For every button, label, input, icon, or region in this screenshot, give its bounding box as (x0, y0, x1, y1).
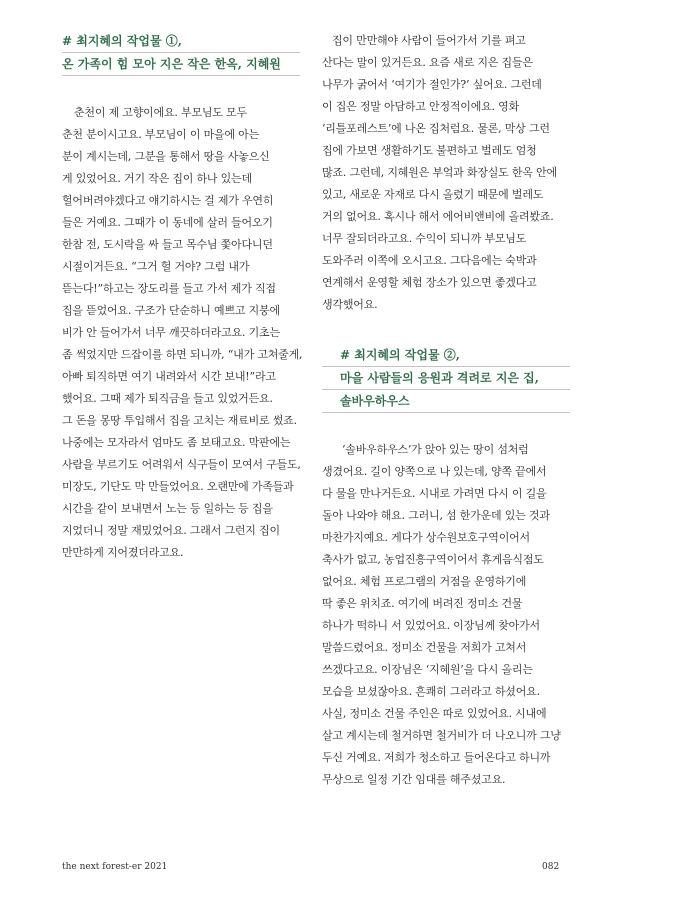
text-line: 분이 계시는데, 그분을 통해서 땅을 사놓으신 (62, 150, 270, 163)
text-line: 많죠. 그런데, 지혜원은 부엌과 화장실도 한옥 안에 (322, 166, 557, 179)
text-line: 산다는 말이 있거든요. 요즘 새로 지은 집들은 (322, 56, 533, 69)
text-line: 시절이거든요. “그거 헐 거야? 그럼 내가 (62, 260, 250, 273)
text-line: 말씀드렸어요. 정미소 건물을 저희가 고쳐서 (322, 641, 527, 654)
text-line: 그 돈을 몽땅 투입해서 집을 고치는 재료비로 썼죠. (62, 414, 297, 427)
text-line: 뜯는다!”하고는 장도리를 들고 가서 제가 직접 (62, 282, 276, 295)
footer-publication: the next forest-er 2021 (62, 862, 168, 872)
text-line: 했어요. 그때 제가 퇴직금을 들고 있었거든요. (62, 392, 273, 405)
page-number: 082 (542, 862, 560, 872)
text-line: 비가 안 들어가서 너무 깨끗하더라고요. 기초는 (62, 326, 280, 339)
text-line: 모습을 보셨잖아요. 흔쾌히 그러라고 하셨어요. (322, 685, 540, 698)
text-line: 무상으로 일정 기간 임대를 해주셨고요. (322, 773, 506, 786)
heading-line: # 최지혜의 작업물 ①, (62, 30, 300, 53)
text-line: ‘리틀포레스트’에 나온 집처럼요. 물론, 막상 그런 (322, 122, 550, 135)
text-line: 생각했어요. (322, 298, 378, 311)
section-heading-2 (322, 344, 570, 413)
text-line: 아빠 퇴직하면 여기 내려와서 시간 보내!”라고 (62, 370, 276, 383)
text-line: 나중에는 모자라서 엄마도 좀 보태고요. 막판에는 (62, 436, 291, 449)
text-line: 사실, 정미소 건물 주인은 따로 있었어요. 시내에 (322, 707, 547, 720)
body-paragraph-right-1 (322, 30, 570, 316)
text-line: 춘천이 제 고향이에요. 부모님도 모두 (74, 106, 247, 119)
text-line: 없어요. 체험 프로그램의 거점을 운영하기에 (322, 575, 527, 588)
left-column (62, 30, 303, 564)
text-line: 연계해서 운영할 체험 장소가 있으면 좋겠다고 (322, 276, 537, 289)
text-line: 좀 썩었지만 드잡이를 하면 되니까, “내가 고쳐줄게, (62, 348, 303, 361)
text-line: 집이 만만해야 사람이 들어가서 기를 펴고 (332, 34, 526, 47)
text-line: 집에 가보면 생활하기도 불편하고 벌레도 엄청 (322, 144, 537, 157)
text-line: 돌아 나와야 해요. 그러니, 섬 한가운데 있는 것과 (322, 509, 550, 522)
text-line: 한참 전, 도시락을 싸 들고 목수님 쫓아다니던 (62, 238, 273, 251)
heading-line: 마을 사람들의 응원과 격려로 지은 집, (322, 367, 570, 390)
heading-line: # 최지혜의 작업물 ②, (322, 344, 570, 367)
text-line: 마찬가지예요. 게다가 상수원보호구역이어서 (322, 531, 530, 544)
body-paragraph-right-2 (322, 439, 570, 791)
text-line: 춘천 분이시고요. 부모님이 이 마을에 아는 (62, 128, 260, 141)
text-line: 생겼어요. 길이 양쪽으로 나 있는데, 양쪽 끝에서 (322, 465, 547, 478)
heading-line: 온 가족이 힘 모아 지은 작은 한옥, 지혜원 (62, 53, 300, 76)
right-column (322, 30, 570, 791)
text-line: 이 집은 정말 아담하고 안정적이에요. 영화 (322, 100, 520, 113)
text-line: 있고, 새로운 자재로 다시 올렸기 때문에 벌레도 (322, 188, 544, 201)
text-line: 들은 거예요. 그때가 이 동네에 살러 들어오기 (62, 216, 273, 229)
text-line: ‘솔바우하우스’가 앉아 있는 땅이 섬처럼 (342, 443, 529, 456)
text-line: 만만하게 지어졌더라고요. (62, 546, 184, 559)
text-line: 도와주러 이쪽에 오시고요. 그다음에는 숙박과 (322, 254, 537, 267)
text-line: 쓰겠다고요. 이장님은 ‘지혜원’을 다시 올리는 (322, 663, 533, 676)
text-line: 집을 뜯었어요. 구조가 단순하니 예쁘고 지붕에 (62, 304, 280, 317)
text-line: 살고 계시는데 철거하면 철거비가 더 나오니까 그냥 (322, 729, 561, 742)
text-line: 딱 좋은 위치죠. 여기에 버려진 정미소 건물 (322, 597, 523, 610)
text-line: 너무 잘되더라고요. 수익이 되니까 부모님도 (322, 232, 527, 245)
text-line: 미장도, 기단도 막 만들었어요. 오랜만에 가족들과 (62, 480, 294, 493)
body-paragraph-left (62, 102, 303, 564)
text-line: 사람을 부르기도 어려워서 식구들이 모여서 구들도, (62, 458, 301, 471)
heading-line: 솔바우하우스 (322, 390, 570, 413)
text-line: 나무가 굵어서 ‘여기가 절인가?’ 싶어요. 그런데 (322, 78, 542, 91)
text-line: 두신 거예요. 저희가 청소하고 들어온다고 하니까 (322, 751, 551, 764)
text-line: 하나가 떡하니 서 있었어요. 이장님께 찾아가서 (322, 619, 540, 632)
text-line: 시간을 같이 보내면서 노는 등 일하는 등 집을 (62, 502, 273, 515)
text-line: 축사가 없고, 농업진흥구역이어서 휴게음식점도 (322, 553, 544, 566)
text-line: 거의 없어요. 혹시나 해서 에어비앤비에 올려봤죠. (322, 210, 554, 223)
section-heading-1 (62, 30, 300, 76)
text-line: 지었더니 정말 재밌었어요. 그래서 그런지 집이 (62, 524, 280, 537)
text-line: 헐어버려야겠다고 얘기하시는 걸 제가 우연히 (62, 194, 274, 207)
text-line: 다 물을 만나거든요. 시내로 가려면 다시 이 길을 (322, 487, 547, 500)
text-line: 게 있었어요. 거기 작은 집이 하나 있는데 (62, 172, 252, 185)
